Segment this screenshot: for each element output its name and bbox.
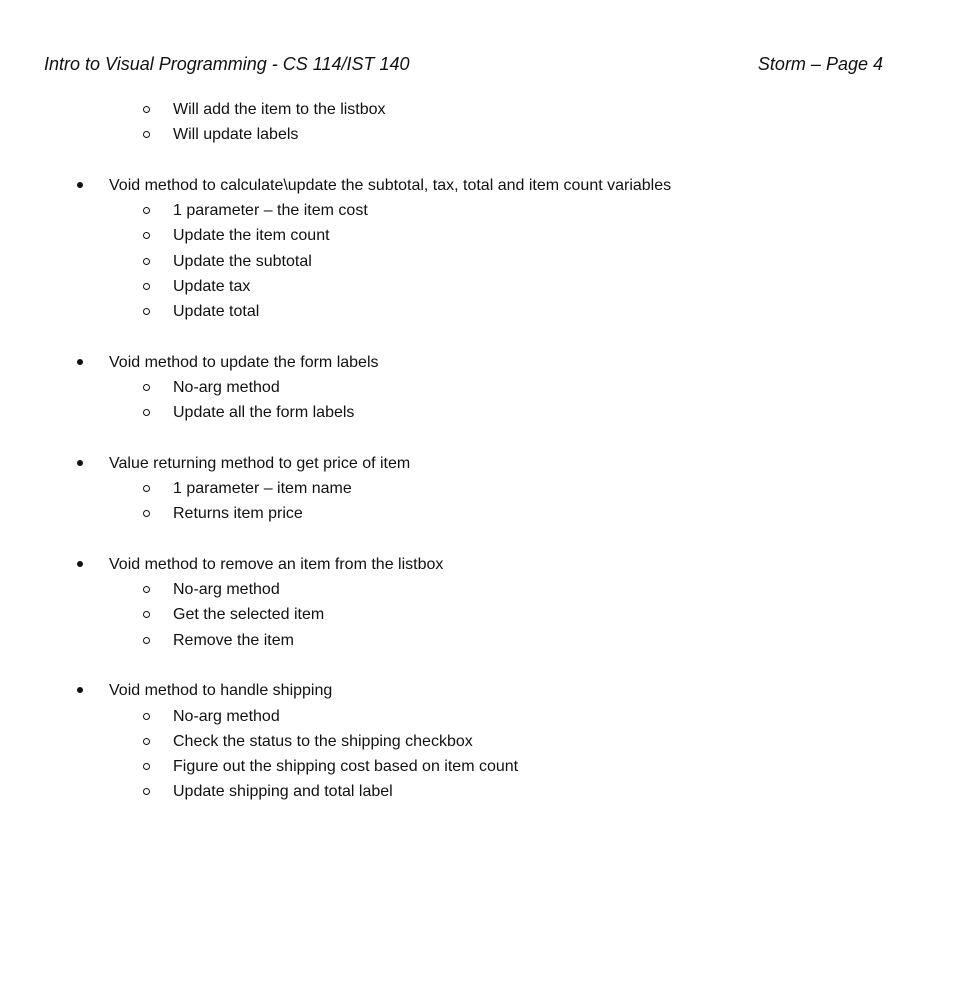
sub-list-item: Check the status to the shipping checkbox	[0, 729, 969, 754]
section-heading: Value returning method to get price of item	[0, 451, 969, 476]
bullet-icon	[77, 561, 83, 567]
hollow-bullet-icon	[143, 258, 150, 265]
page-label: Storm – Page 4	[757, 54, 883, 74]
hollow-bullet-icon	[143, 586, 150, 593]
hollow-bullet-icon	[143, 232, 150, 239]
hollow-bullet-icon	[143, 713, 150, 720]
sub-list-item: Update total	[0, 299, 969, 324]
section-heading: Void method to remove an item from the listbox	[0, 552, 969, 577]
hollow-bullet-icon	[143, 384, 150, 391]
section-heading: Void method to update the form labels	[0, 350, 969, 375]
hollow-bullet-icon	[143, 485, 150, 492]
hollow-bullet-icon	[143, 106, 150, 113]
sub-list-item: Update tax	[0, 274, 969, 299]
sub-list-item: Update the item count	[0, 223, 969, 248]
hollow-bullet-icon	[143, 738, 150, 745]
bullet-icon	[77, 460, 83, 466]
sub-list-item: Update all the form labels	[0, 400, 969, 425]
sub-list-item: 1 parameter – item name	[0, 476, 969, 501]
section-heading: Void method to handle shipping	[0, 678, 969, 703]
sub-list-item: Returns item price	[0, 501, 969, 526]
sub-list-item: No-arg method	[0, 577, 969, 602]
sub-list-item: 1 parameter – the item cost	[0, 198, 969, 223]
sub-list-item: Will update labels	[0, 122, 969, 147]
sub-list-item: Figure out the shipping cost based on item count	[0, 754, 969, 779]
hollow-bullet-icon	[143, 131, 150, 138]
hollow-bullet-icon	[143, 409, 150, 416]
sub-list-item: Update shipping and total label	[0, 779, 969, 804]
sub-list-item: Update the subtotal	[0, 249, 969, 274]
outline-list	[0, 97, 969, 804]
sub-list-item: No-arg method	[0, 704, 969, 729]
sub-list-item: Will add the item to the listbox	[0, 97, 969, 122]
bullet-icon	[77, 687, 83, 693]
hollow-bullet-icon	[143, 637, 150, 644]
hollow-bullet-icon	[143, 308, 150, 315]
hollow-bullet-icon	[143, 611, 150, 618]
hollow-bullet-icon	[143, 207, 150, 214]
bullet-icon	[77, 182, 83, 188]
sub-list-item: Remove the item	[0, 628, 969, 653]
hollow-bullet-icon	[143, 510, 150, 517]
hollow-bullet-icon	[143, 788, 150, 795]
hollow-bullet-icon	[143, 283, 150, 290]
sub-list-item: No-arg method	[0, 375, 969, 400]
bullet-icon	[77, 359, 83, 365]
hollow-bullet-icon	[143, 763, 150, 770]
sub-list-item: Get the selected item	[0, 602, 969, 627]
course-title: Intro to Visual Programming - CS 114/IST 140	[44, 54, 410, 74]
section-heading: Void method to calculate\update the subtotal, tax, total and item count variables	[0, 173, 969, 198]
